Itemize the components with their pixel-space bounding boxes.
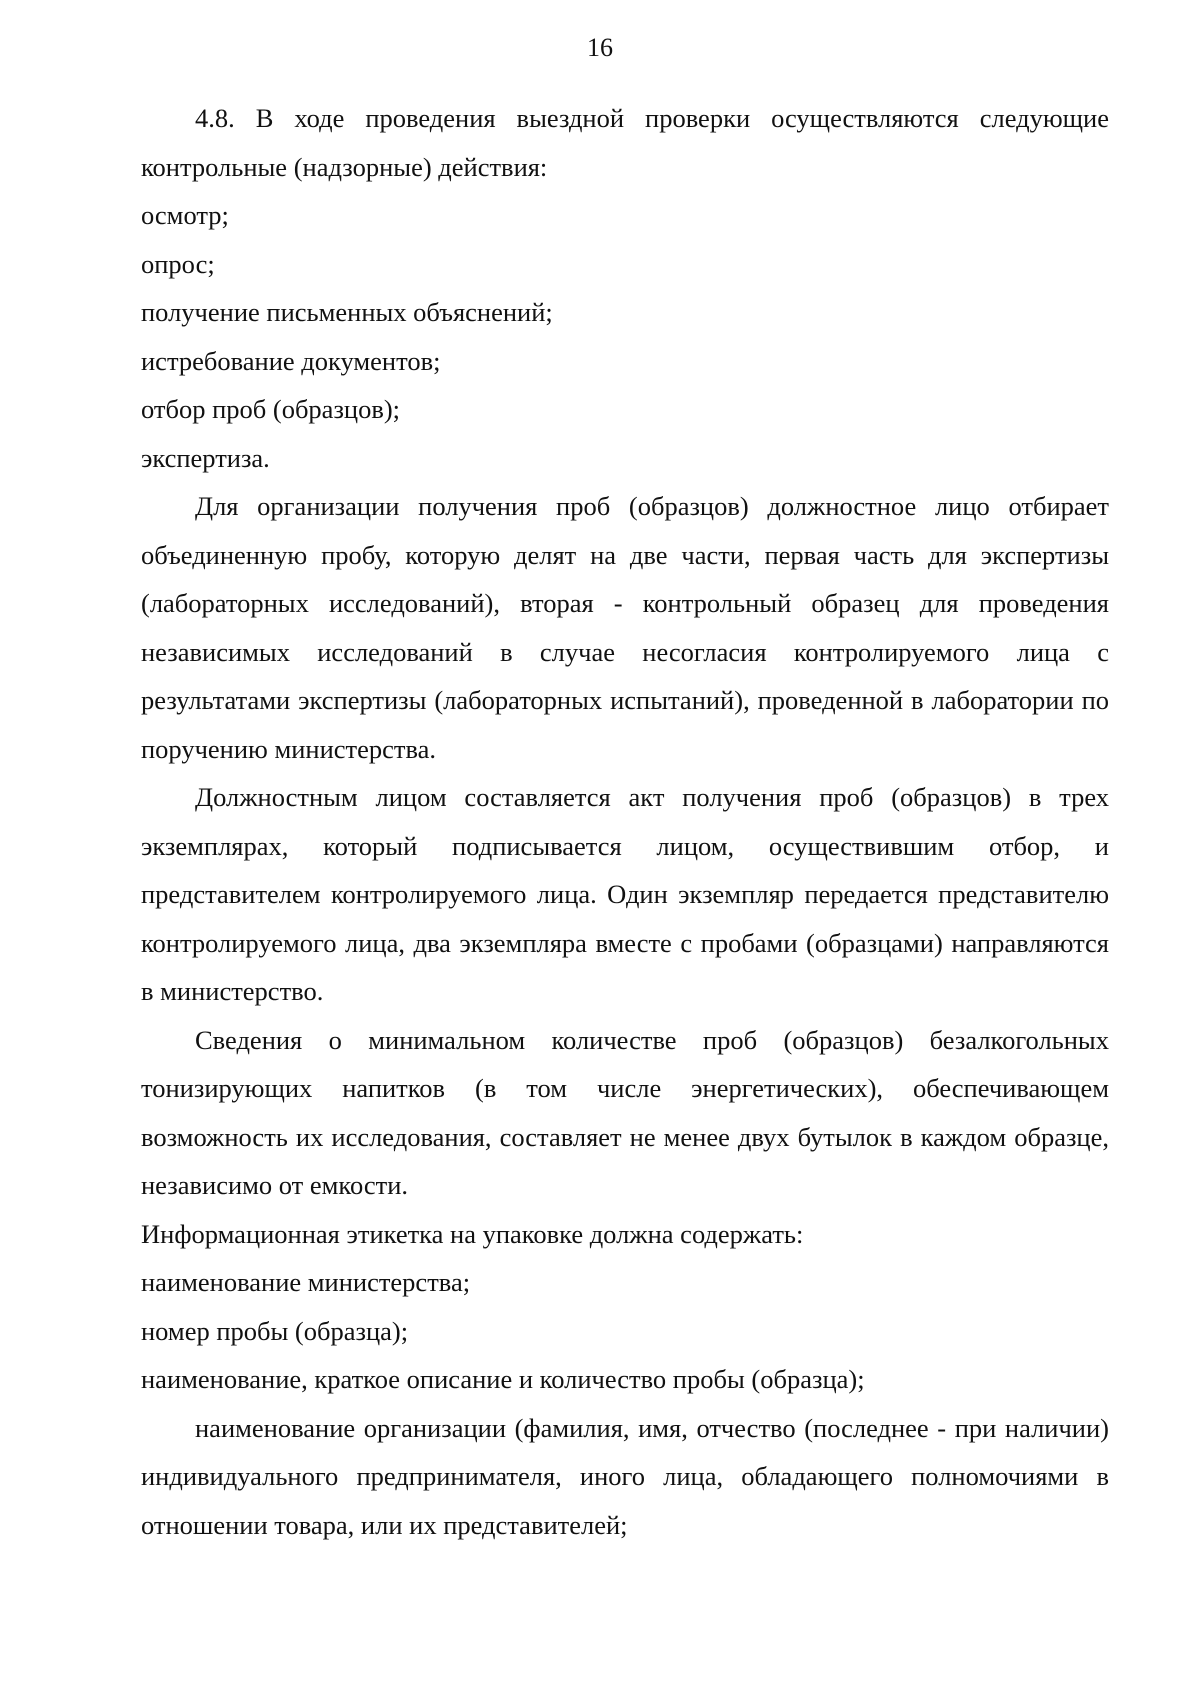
document-body	[141, 94, 1109, 1549]
action-item-survey: опрос;	[141, 248, 215, 279]
action-item-inspection: осмотр;	[141, 200, 229, 230]
action-item-sampling: отбор проб (образцов);	[141, 394, 401, 424]
sampling-paragraph: Для организации получения проб (образцов) должностное лицо отбирает объединенную пробу, которую делят на две части, первая часть для экспертизы (лабораторных исследований), вторая - контрольный образец для проведения независимых исследований в случае несогласия контролируемого лица с результатами экспертизы (лабораторных испытаний), проведенной в лаборатории по поручению министерства.	[141, 491, 1109, 764]
act-paragraph: Должностным лицом составляется акт получения проб (образцов) в трех экземплярах, который подписывается лицом, осуществившим отбор, и представителем контролируемого лица. Один экземпляр передается представителю контролируемого лица, два экземпляра вместе с пробами (образцами) направляются в министерство.	[141, 782, 1109, 1006]
label-intro: Информационная этикетка на упаковке должна содержать:	[141, 1218, 804, 1249]
action-item-document-request: истребование документов;	[141, 345, 441, 376]
label-item-ministry-name: наименование министерства;	[141, 1267, 471, 1297]
label-item-sample-description: наименование, краткое описание и количество пробы (образца);	[141, 1364, 865, 1394]
organization-paragraph: наименование организации (фамилия, имя, отчество (последнее - при наличии) индивидуального предпринимателя, иного лица, обладающего полномочиями в отношении товара, или их представителей;	[141, 1412, 1109, 1540]
label-item-sample-number: номер пробы (образца);	[141, 1315, 409, 1346]
page-number: 16	[587, 33, 613, 62]
action-item-expertise: экспертиза.	[141, 442, 270, 473]
minimum-quantity-paragraph: Сведения о минимальном количестве проб (образцов) безалкогольных тонизирующих напитков (в том числе энергетических), обеспечивающем возможность их исследования, составляет не менее двух бутылок в каждом образце, независимо от емкости.	[141, 1024, 1109, 1200]
action-item-written-explanations: получение письменных объяснений;	[141, 297, 553, 327]
section-intro-paragraph: 4.8. В ходе проведения выездной проверки осуществляются следующие контрольные (надзорные) действия:	[141, 103, 1109, 182]
